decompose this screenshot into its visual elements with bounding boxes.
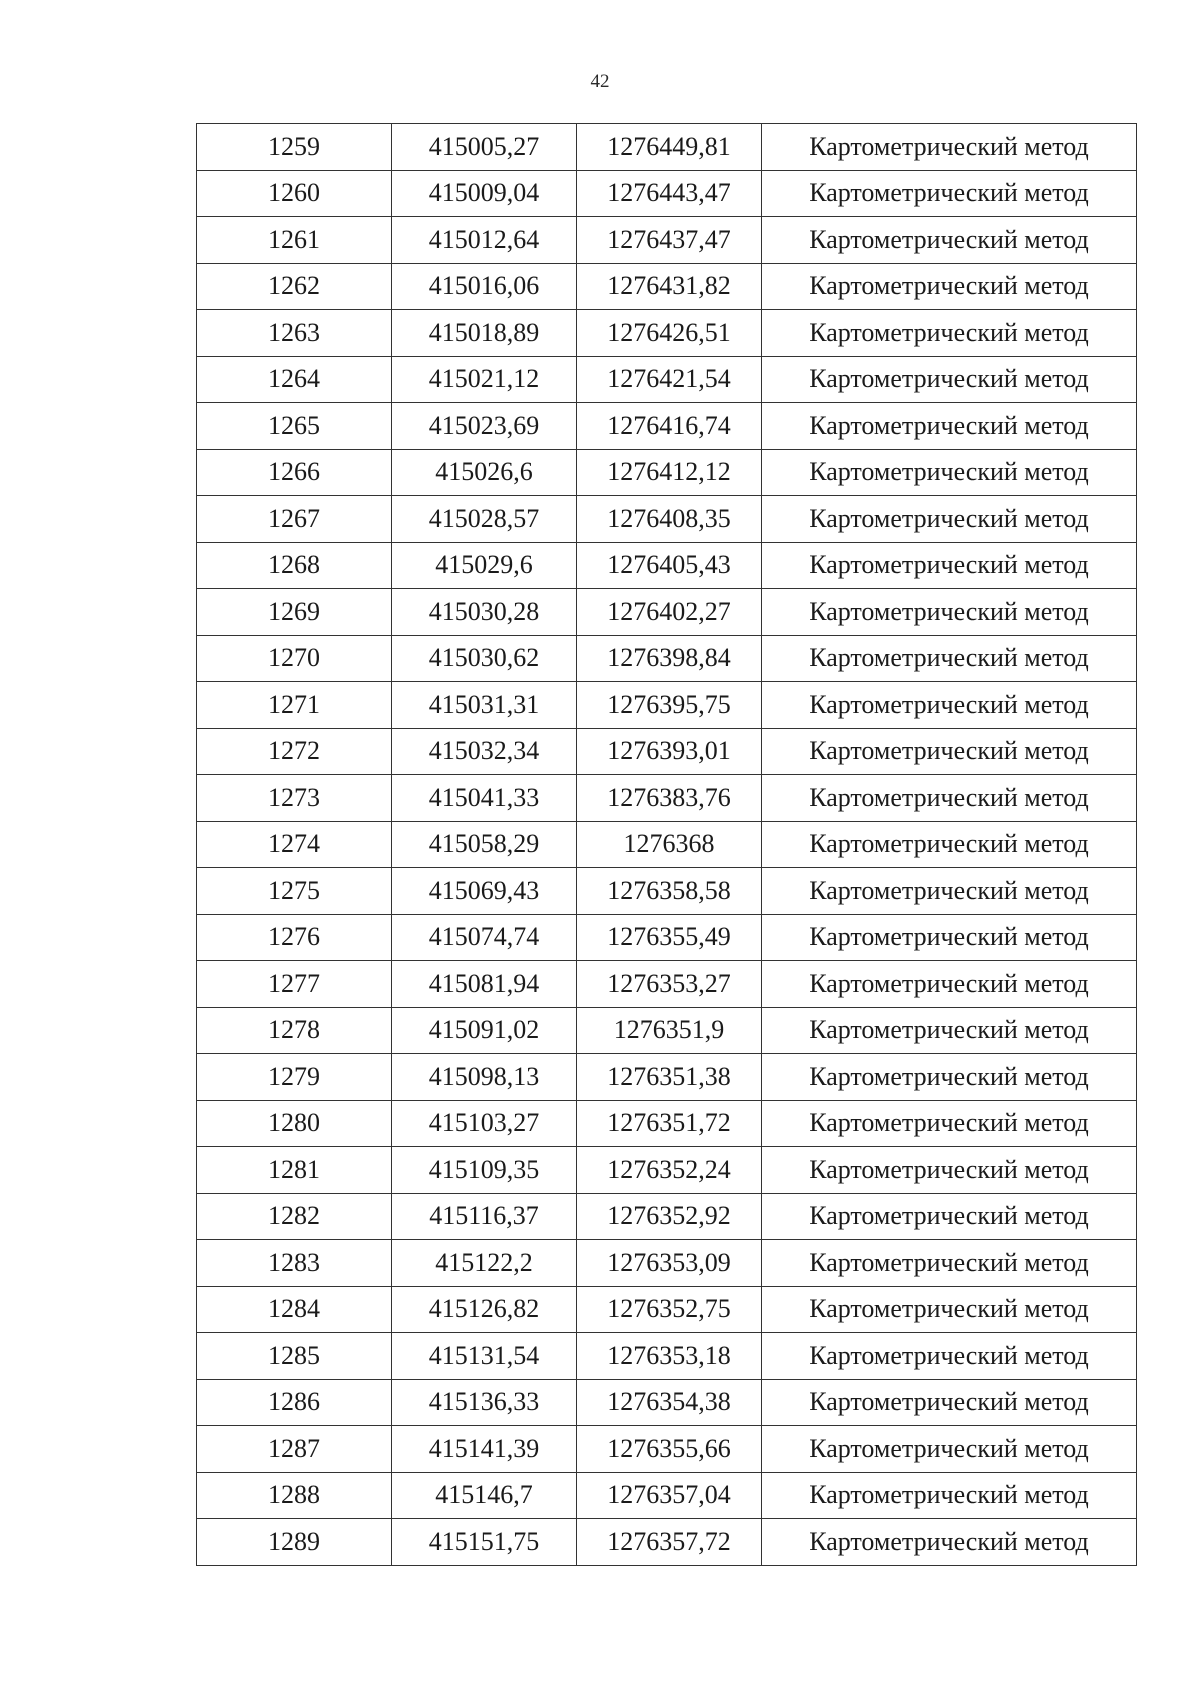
- table-row: [197, 1007, 1137, 1054]
- point-number-cell: 1287: [197, 1426, 392, 1473]
- method-cell: Картометрический метод: [762, 961, 1137, 1008]
- point-number-cell: 1275: [197, 868, 392, 915]
- x-coordinate-cell: 415074,74: [392, 914, 577, 961]
- x-coordinate-cell: 415122,2: [392, 1240, 577, 1287]
- table-row: [197, 1147, 1137, 1194]
- x-coordinate-cell: 415023,69: [392, 403, 577, 450]
- y-coordinate-cell: 1276354,38: [577, 1379, 762, 1426]
- y-coordinate-cell: 1276357,72: [577, 1519, 762, 1566]
- x-coordinate-cell: 415136,33: [392, 1379, 577, 1426]
- point-number-cell: 1265: [197, 403, 392, 450]
- point-number-cell: 1270: [197, 635, 392, 682]
- table-row: [197, 1240, 1137, 1287]
- method-cell: Картометрический метод: [762, 728, 1137, 775]
- y-coordinate-cell: 1276437,47: [577, 217, 762, 264]
- table-row: [197, 728, 1137, 775]
- point-number-cell: 1282: [197, 1193, 392, 1240]
- y-coordinate-cell: 1276355,49: [577, 914, 762, 961]
- method-cell: Картометрический метод: [762, 170, 1137, 217]
- point-number-cell: 1286: [197, 1379, 392, 1426]
- x-coordinate-cell: 415041,33: [392, 775, 577, 822]
- point-number-cell: 1274: [197, 821, 392, 868]
- y-coordinate-cell: 1276352,75: [577, 1286, 762, 1333]
- method-cell: Картометрический метод: [762, 1379, 1137, 1426]
- method-cell: Картометрический метод: [762, 217, 1137, 264]
- table-row: [197, 821, 1137, 868]
- method-cell: Картометрический метод: [762, 1147, 1137, 1194]
- x-coordinate-cell: 415030,62: [392, 635, 577, 682]
- table-row: [197, 170, 1137, 217]
- point-number-cell: 1278: [197, 1007, 392, 1054]
- point-number-cell: 1277: [197, 961, 392, 1008]
- y-coordinate-cell: 1276405,43: [577, 542, 762, 589]
- x-coordinate-cell: 415030,28: [392, 589, 577, 636]
- point-number-cell: 1284: [197, 1286, 392, 1333]
- point-number-cell: 1276: [197, 914, 392, 961]
- table-row: [197, 635, 1137, 682]
- method-cell: Картометрический метод: [762, 682, 1137, 729]
- table-row: [197, 961, 1137, 1008]
- method-cell: Картометрический метод: [762, 1472, 1137, 1519]
- x-coordinate-cell: 415146,7: [392, 1472, 577, 1519]
- table-row: [197, 1333, 1137, 1380]
- method-cell: Картометрический метод: [762, 449, 1137, 496]
- method-cell: Картометрический метод: [762, 1426, 1137, 1473]
- method-cell: Картометрический метод: [762, 1519, 1137, 1566]
- y-coordinate-cell: 1276353,18: [577, 1333, 762, 1380]
- y-coordinate-cell: 1276383,76: [577, 775, 762, 822]
- y-coordinate-cell: 1276393,01: [577, 728, 762, 775]
- x-coordinate-cell: 415103,27: [392, 1100, 577, 1147]
- point-number-cell: 1289: [197, 1519, 392, 1566]
- x-coordinate-cell: 415069,43: [392, 868, 577, 915]
- table-row: [197, 403, 1137, 450]
- point-number-cell: 1263: [197, 310, 392, 357]
- y-coordinate-cell: 1276421,54: [577, 356, 762, 403]
- coordinates-table-body: [197, 124, 1137, 1566]
- x-coordinate-cell: 415005,27: [392, 124, 577, 171]
- x-coordinate-cell: 415141,39: [392, 1426, 577, 1473]
- y-coordinate-cell: 1276402,27: [577, 589, 762, 636]
- table-row: [197, 589, 1137, 636]
- x-coordinate-cell: 415012,64: [392, 217, 577, 264]
- y-coordinate-cell: 1276443,47: [577, 170, 762, 217]
- y-coordinate-cell: 1276351,38: [577, 1054, 762, 1101]
- y-coordinate-cell: 1276357,04: [577, 1472, 762, 1519]
- y-coordinate-cell: 1276431,82: [577, 263, 762, 310]
- table-row: [197, 1054, 1137, 1101]
- point-number-cell: 1273: [197, 775, 392, 822]
- table-row: [197, 1426, 1137, 1473]
- method-cell: Картометрический метод: [762, 589, 1137, 636]
- method-cell: Картометрический метод: [762, 263, 1137, 310]
- x-coordinate-cell: 415018,89: [392, 310, 577, 357]
- method-cell: Картометрический метод: [762, 868, 1137, 915]
- table-row: [197, 217, 1137, 264]
- y-coordinate-cell: 1276353,27: [577, 961, 762, 1008]
- point-number-cell: 1271: [197, 682, 392, 729]
- y-coordinate-cell: 1276368: [577, 821, 762, 868]
- table-row: [197, 542, 1137, 589]
- point-number-cell: 1285: [197, 1333, 392, 1380]
- y-coordinate-cell: 1276351,72: [577, 1100, 762, 1147]
- point-number-cell: 1266: [197, 449, 392, 496]
- y-coordinate-cell: 1276416,74: [577, 403, 762, 450]
- method-cell: Картометрический метод: [762, 914, 1137, 961]
- table-row: [197, 449, 1137, 496]
- x-coordinate-cell: 415016,06: [392, 263, 577, 310]
- point-number-cell: 1262: [197, 263, 392, 310]
- x-coordinate-cell: 415009,04: [392, 170, 577, 217]
- method-cell: Картометрический метод: [762, 124, 1137, 171]
- table-row: [197, 1286, 1137, 1333]
- table-row: [197, 496, 1137, 543]
- y-coordinate-cell: 1276352,92: [577, 1193, 762, 1240]
- table-row: [197, 310, 1137, 357]
- method-cell: Картометрический метод: [762, 403, 1137, 450]
- x-coordinate-cell: 415028,57: [392, 496, 577, 543]
- y-coordinate-cell: 1276408,35: [577, 496, 762, 543]
- point-number-cell: 1281: [197, 1147, 392, 1194]
- method-cell: Картометрический метод: [762, 356, 1137, 403]
- y-coordinate-cell: 1276412,12: [577, 449, 762, 496]
- x-coordinate-cell: 415116,37: [392, 1193, 577, 1240]
- table-row: [197, 263, 1137, 310]
- method-cell: Картометрический метод: [762, 1100, 1137, 1147]
- point-number-cell: 1268: [197, 542, 392, 589]
- method-cell: Картометрический метод: [762, 310, 1137, 357]
- x-coordinate-cell: 415026,6: [392, 449, 577, 496]
- y-coordinate-cell: 1276398,84: [577, 635, 762, 682]
- table-row: [197, 682, 1137, 729]
- table-row: [197, 1379, 1137, 1426]
- y-coordinate-cell: 1276358,58: [577, 868, 762, 915]
- x-coordinate-cell: 415151,75: [392, 1519, 577, 1566]
- table-row: [197, 124, 1137, 171]
- method-cell: Картометрический метод: [762, 496, 1137, 543]
- method-cell: Картометрический метод: [762, 1007, 1137, 1054]
- point-number-cell: 1260: [197, 170, 392, 217]
- x-coordinate-cell: 415131,54: [392, 1333, 577, 1380]
- x-coordinate-cell: 415081,94: [392, 961, 577, 1008]
- y-coordinate-cell: 1276426,51: [577, 310, 762, 357]
- x-coordinate-cell: 415126,82: [392, 1286, 577, 1333]
- x-coordinate-cell: 415091,02: [392, 1007, 577, 1054]
- method-cell: Картометрический метод: [762, 635, 1137, 682]
- x-coordinate-cell: 415029,6: [392, 542, 577, 589]
- table-row: [197, 1100, 1137, 1147]
- table-row: [197, 868, 1137, 915]
- method-cell: Картометрический метод: [762, 775, 1137, 822]
- table-row: [197, 775, 1137, 822]
- page-number: 42: [590, 71, 610, 92]
- method-cell: Картометрический метод: [762, 821, 1137, 868]
- point-number-cell: 1264: [197, 356, 392, 403]
- point-number-cell: 1283: [197, 1240, 392, 1287]
- method-cell: Картометрический метод: [762, 1193, 1137, 1240]
- y-coordinate-cell: 1276395,75: [577, 682, 762, 729]
- method-cell: Картометрический метод: [762, 1286, 1137, 1333]
- x-coordinate-cell: 415021,12: [392, 356, 577, 403]
- x-coordinate-cell: 415098,13: [392, 1054, 577, 1101]
- y-coordinate-cell: 1276449,81: [577, 124, 762, 171]
- table-row: [197, 1519, 1137, 1566]
- point-number-cell: 1272: [197, 728, 392, 775]
- method-cell: Картометрический метод: [762, 1054, 1137, 1101]
- y-coordinate-cell: 1276351,9: [577, 1007, 762, 1054]
- method-cell: Картометрический метод: [762, 1333, 1137, 1380]
- point-number-cell: 1267: [197, 496, 392, 543]
- table-row: [197, 914, 1137, 961]
- point-number-cell: 1269: [197, 589, 392, 636]
- point-number-cell: 1259: [197, 124, 392, 171]
- x-coordinate-cell: 415058,29: [392, 821, 577, 868]
- table-row: [197, 1193, 1137, 1240]
- y-coordinate-cell: 1276355,66: [577, 1426, 762, 1473]
- point-number-cell: 1288: [197, 1472, 392, 1519]
- table-row: [197, 1472, 1137, 1519]
- point-number-cell: 1280: [197, 1100, 392, 1147]
- y-coordinate-cell: 1276353,09: [577, 1240, 762, 1287]
- x-coordinate-cell: 415032,34: [392, 728, 577, 775]
- method-cell: Картометрический метод: [762, 542, 1137, 589]
- x-coordinate-cell: 415031,31: [392, 682, 577, 729]
- method-cell: Картометрический метод: [762, 1240, 1137, 1287]
- y-coordinate-cell: 1276352,24: [577, 1147, 762, 1194]
- point-number-cell: 1279: [197, 1054, 392, 1101]
- x-coordinate-cell: 415109,35: [392, 1147, 577, 1194]
- point-number-cell: 1261: [197, 217, 392, 264]
- table-row: [197, 356, 1137, 403]
- coordinates-table: [196, 123, 1137, 1566]
